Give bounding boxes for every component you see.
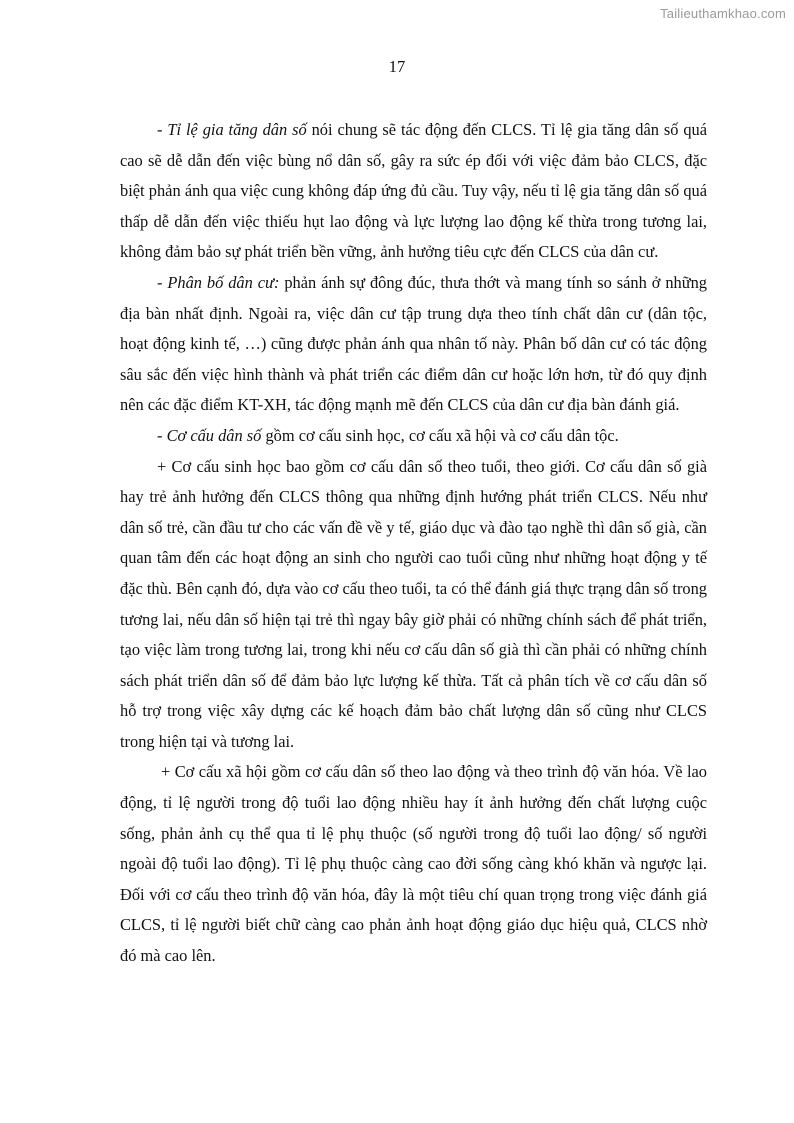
paragraph-body: gồm cơ cấu sinh học, cơ cấu xã hội và cơ cấu dân tộc. <box>261 425 619 445</box>
paragraph-population-distribution <box>120 268 707 421</box>
term-population-growth: Tỉ lệ gia tăng dân số <box>167 120 307 139</box>
paragraph-lead: - <box>157 272 168 292</box>
paragraph-body: phản ánh sự đông đúc, thưa thớt và mang tính so sánh ở những địa bàn nhất định. Ngoài ra, việc dân cư tập trung dựa theo tính chất dân cư (dân tộc, hoạt động kinh tế, …) cũng được phản ánh qua nhân tố này. Phân bố dân cư có tác động sâu sắc đến việc hình thành và phát triển các điểm dân cư hoặc lớn hơn, từ đó quy định nên các đặc điểm KT-XH, tác động mạnh mẽ đến CLCS của dân cư địa bàn đánh giá. <box>120 272 707 415</box>
paragraph-body: nói chung sẽ tác động đến CLCS. Tỉ lệ gia tăng dân số quá cao sẽ dễ dẫn đến việc bùng nổ dân số, gây ra sức ép đối với việc đảm bảo CLCS, đặc biệt phản ánh qua việc cung không đáp ứng đủ cầu. Tuy vậy, nếu tỉ lệ gia tăng dân số quá thấp dễ dẫn đến việc thiếu hụt lao động và lực lượng lao động kế thừa trong tương lai, không đảm bảo sự phát triển bền vững, ảnh hưởng tiêu cực đến CLCS của dân cư. <box>120 120 707 262</box>
paragraph-population-growth <box>120 115 707 268</box>
watermark-text: Tailieuthamkhao.com <box>660 6 786 21</box>
term-population-structure: Cơ cấu dân số <box>166 425 262 445</box>
term-population-distribution: Phân bố dân cư: <box>167 272 280 292</box>
paragraph-lead: - <box>157 120 168 139</box>
paragraph-biological-structure: + Cơ cấu sinh học bao gồm cơ cấu dân số theo tuổi, theo giới. Cơ cấu dân số già hay trẻ ảnh hưởng đến CLCS thông qua những định hướng phát triển CLCS. Nếu như dân số trẻ, cần đầu tư cho các vấn đề về y tế, giáo dục và đào tạo nghề thì dân số già, cần quan tâm đến các hoạt động an sinh cho người cao tuổi cũng như những hoạt động y tế đặc thù. Bên cạnh đó, dựa vào cơ cấu theo tuổi, ta có thể đánh giá thực trạng dân số trong tương lai, nếu dân số hiện tại trẻ thì ngay bây giờ phải có những chính sách để phát triển, tạo việc làm trong tương lai, trong khi nếu cơ cấu dân số già thì cần phải có những chính sách phát triển dân số để đảm bảo lực lượng kế thừa. Tất cả phân tích về cơ cấu dân số hỗ trợ trong việc xây dựng các kế hoạch đảm bảo chất lượng dân số cũng như CLCS trong hiện tại và tương lai. <box>120 456 707 751</box>
paragraph-social-structure: + Cơ cấu xã hội gồm cơ cấu dân số theo lao động và theo trình độ văn hóa. Về lao động, tỉ lệ người trong độ tuổi lao động nhiều hay ít ảnh hưởng đến chất lượng cuộc sống, phản ảnh cụ thể qua tỉ lệ phụ thuộc (số người trong độ tuổi lao động/ số người ngoài độ tuổi lao động). Tỉ lệ phụ thuộc càng cao đời sống càng khó khăn và ngược lại. Đối với cơ cấu theo trình độ văn hóa, đây là một tiêu chí quan trọng trong việc đánh giá CLCS, tỉ lệ người biết chữ càng cao phản ảnh hoạt động giáo dục hiệu quả, CLCS nhờ đó mà cao lên. <box>120 762 707 966</box>
page-number: 17 <box>388 57 406 76</box>
paragraph-lead: - <box>157 425 167 445</box>
paragraph-population-structure <box>120 421 707 452</box>
document-body <box>120 115 707 972</box>
